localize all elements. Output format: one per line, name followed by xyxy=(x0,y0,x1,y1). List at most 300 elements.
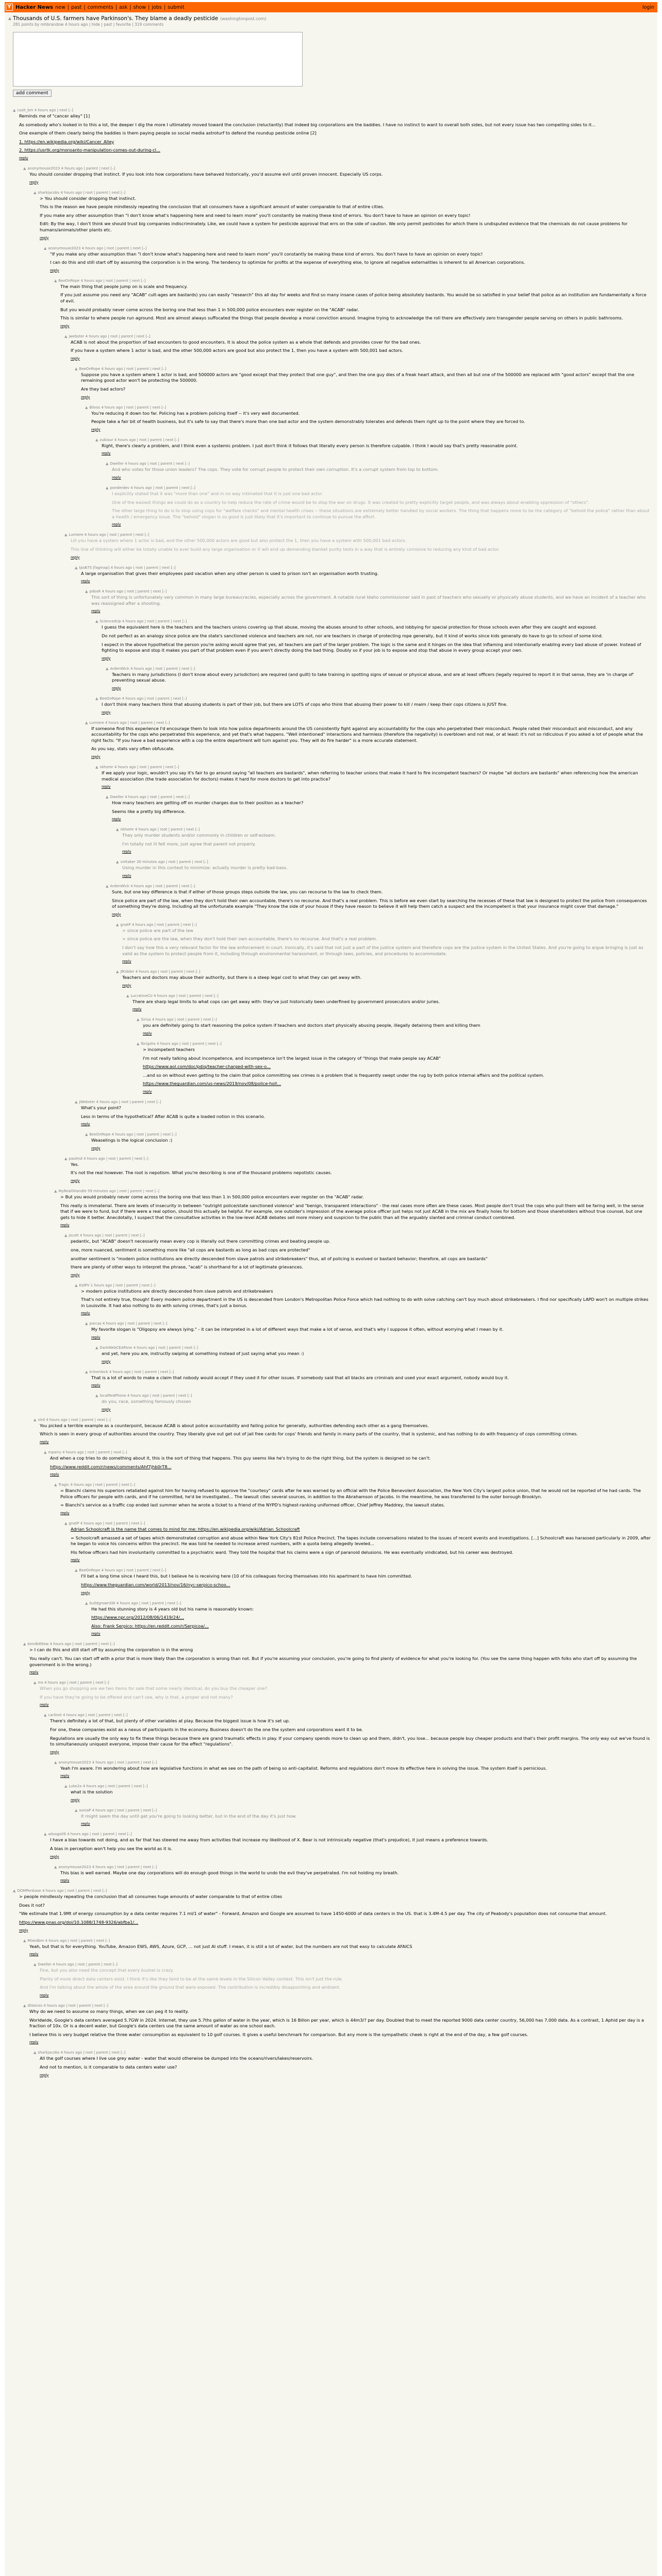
comment-meta[interactable]: MyReal0Handle 59 minutes ago | root | parent | next [–] xyxy=(58,1189,159,1193)
upvote-arrow-icon[interactable]: ▲ xyxy=(126,993,129,998)
comment-paragraph: They only murder students and/or commonly in children or self-esteem. xyxy=(122,833,276,838)
comment-meta[interactable]: BeeOnRope 4 hours ago | root | parent | next [–] xyxy=(79,1568,167,1573)
comment-header xyxy=(116,923,651,927)
upvote-arrow-icon[interactable]: ▲ xyxy=(54,1483,57,1487)
nav-jobs[interactable]: jobs xyxy=(152,4,162,10)
upvote-arrow-icon[interactable]: ▲ xyxy=(85,1369,88,1374)
story-domain[interactable]: (washingtonpost.com) xyxy=(220,16,267,21)
comment-meta[interactable]: gnatP 4 hours ago | root | parent | next [–] xyxy=(120,922,197,927)
comment-meta[interactable]: gnatP 4 hours ago | root | parent | next [–] xyxy=(69,1521,145,1526)
upvote-arrow-icon[interactable]: ▲ xyxy=(106,462,109,466)
comment-body xyxy=(19,113,651,154)
comment-meta[interactable]: anonymouse2023 4 hours ago | root | parent | next [–] xyxy=(58,1760,157,1765)
reply-link[interactable]: reply xyxy=(29,1952,39,1957)
hn-logo[interactable]: Y xyxy=(6,4,13,11)
comment-meta[interactable]: Lumiere 4 hours ago | root | parent | next [–] xyxy=(89,720,170,725)
comment-paragraph: = Bianchi claims his superiors retaliated against him for having refused to approve the "courtesy" cards after he was warned by an official with the Police Benevolent Association, the New York City's largest police union, that he would not be reported of he had cards. The Police officers for people with cards, and if he committed, he'd be investigated... The lawsuit cites several sources, in addition to the Abrahamson of Jacobs. In the meantime, he was transferred to the outer borough Brooklyn. xyxy=(60,1488,641,1499)
comment-meta[interactable]: cush_bm 4 hours ago | next [–] xyxy=(17,108,73,112)
reply-link[interactable]: reply xyxy=(50,1854,59,1859)
comment-body xyxy=(60,1766,651,1772)
reply-link[interactable]: reply xyxy=(122,983,131,988)
comment-paragraph: My favorite slogan is "Oligopsy are always lying." - it can be interpreted in a lot of different ways that make a lot of sense, and that's why I suppose it often, without worrying what I mean by it. xyxy=(91,1327,504,1332)
comment-meta[interactable]: paulmd 4 hours ago | root | parent | next [–] xyxy=(69,1156,148,1161)
upvote-arrow-icon[interactable]: ▲ xyxy=(116,860,119,865)
upvote-arrow-icon[interactable]: ▲ xyxy=(85,405,88,410)
upvote-arrow-icon[interactable]: ▲ xyxy=(95,765,98,769)
reply-link[interactable]: reply xyxy=(133,1007,142,1012)
comment-paragraph[interactable]: https://www.aol.com/doc/pdiq/teacher-charged-with-sex-o... xyxy=(143,1064,271,1070)
reply-link[interactable]: reply xyxy=(112,686,121,690)
comment-paragraph: > You should consider dropping that instinct. xyxy=(40,195,136,201)
comment-meta[interactable]: sharkjacobs 4 hours ago | root | parent | next [–] xyxy=(38,190,126,195)
reply-link[interactable]: reply xyxy=(50,268,59,273)
reply-link[interactable]: reply xyxy=(112,912,121,917)
comment-meta[interactable]: krinenlock 4 hours ago | root | parent | next [–] xyxy=(89,1369,174,1374)
comment-meta[interactable]: pdoxR 4 hours ago | root | parent | next [–] xyxy=(89,589,167,594)
reply-link[interactable]: reply xyxy=(60,1774,70,1778)
comment-body xyxy=(81,1289,651,1309)
comment-paragraph: I don't think many teachers think that abusing students is part of their job, but there are LOTS of cops who think that abusing their power to kill / maim / keep their cops citizens is JUST fine. xyxy=(102,701,508,707)
comment-meta[interactable]: Lumiere 4 hours ago | root | parent | next [–] xyxy=(69,533,150,537)
comment-meta[interactable]: DarkWebCEAPone 4 hours ago | root | parent | next [–] xyxy=(100,1346,198,1350)
comment-meta[interactable]: LucrativeCU 4 hours ago | root | parent | next [–] xyxy=(130,993,219,998)
comment-paragraph: There are sharp legal limits to what cops can get away with: they've just historically been underfined by government prosecutors and/or juries. xyxy=(133,998,440,1004)
reply-link[interactable]: reply xyxy=(91,754,101,759)
reply-link[interactable]: reply xyxy=(40,235,49,240)
upvote-arrow-icon[interactable]: ▲ xyxy=(64,1233,68,1238)
comment-header xyxy=(44,246,651,250)
reply-link[interactable]: reply xyxy=(143,1031,152,1036)
comment-body xyxy=(50,251,651,266)
comment-header xyxy=(75,1568,651,1572)
upvote-arrow-icon[interactable]: ▲ xyxy=(8,16,12,21)
upvote-arrow-icon[interactable]: ▲ xyxy=(95,437,98,442)
comment-meta[interactable]: ms 4 hours ago | root | parent | next [–] xyxy=(38,1681,109,1685)
comment-paragraph: > modern police institutions are directly descended from slave patrols and strikebreakers xyxy=(81,1288,273,1294)
upvote-arrow-icon[interactable]: ▲ xyxy=(34,1681,37,1685)
comment-meta[interactable]: ArdenWick 4 hours ago | root | parent | next [–] xyxy=(110,884,195,889)
comment-meta[interactable]: ArdenWick 4 hours ago | root | parent | next [–] xyxy=(110,666,195,671)
comment-header xyxy=(137,1018,651,1022)
reply-link[interactable]: reply xyxy=(81,1311,90,1316)
comment-body xyxy=(60,1870,651,1876)
top-nav-bar xyxy=(5,2,657,12)
comment-body xyxy=(122,833,651,847)
comment-paragraph: Right, there's clearly a problem, and I think even a systemic problem. I just don't think it follows that literally every person is therefore culpable. I think I would say that's pretty reasonable point. xyxy=(102,443,518,448)
comment-body xyxy=(133,999,651,1005)
nav-submit[interactable]: submit xyxy=(168,4,185,10)
upvote-arrow-icon[interactable]: ▲ xyxy=(23,1938,26,1943)
nav-past[interactable]: past xyxy=(71,4,82,10)
comment-meta[interactable]: KidPV 1 hours ago | root | parent | next [–] xyxy=(79,1283,156,1287)
upvote-arrow-icon[interactable]: ▲ xyxy=(64,334,68,338)
upvote-arrow-icon[interactable]: ▲ xyxy=(64,533,68,537)
upvote-arrow-icon[interactable]: ▲ xyxy=(137,1042,140,1046)
reply-link[interactable]: reply xyxy=(122,874,131,878)
reply-link[interactable]: reply xyxy=(102,656,111,660)
reply-link[interactable]: reply xyxy=(81,1822,90,1826)
comment-paragraph: And not to mention, is it comparable to data centers water use? xyxy=(40,2064,177,2070)
reply-link[interactable]: reply xyxy=(112,476,121,480)
comment xyxy=(54,279,655,328)
reply-link[interactable]: reply xyxy=(122,850,131,854)
comment-body xyxy=(91,1606,651,1630)
comment xyxy=(64,1157,655,1183)
comment-meta[interactable]: zubiaur 4 hours ago | root | parent | next [–] xyxy=(100,437,179,442)
comment xyxy=(85,1370,655,1388)
comment-header xyxy=(23,166,651,171)
upvote-arrow-icon[interactable]: ▲ xyxy=(95,1394,98,1398)
comment-meta[interactable]: Dweller 4 hours ago | root | parent | next [–] xyxy=(110,795,190,800)
comment-meta[interactable]: soniaP 4 hours ago | root | parent | next [–] xyxy=(79,1808,157,1812)
comment-body xyxy=(91,1375,651,1381)
upvote-arrow-icon[interactable]: ▲ xyxy=(85,589,88,594)
comment-paragraph: I don't say how this a very relevant factor for the law enforcement in court. Ironically, it's said that not just a part of the justice system and therefore cops are the justice system in the United States. And you're going to argue bringing is just as valid as the system to protect people from it, including through environmental harassment, or through laws, policies, and procedures to accommodate. xyxy=(122,945,643,956)
reply-link[interactable]: reply xyxy=(50,1750,59,1754)
comment-paragraph: and yet, here you are, instructly swiping at something instead of just saying what you mean :) xyxy=(102,1351,304,1357)
comment xyxy=(44,1450,655,1477)
comment-paragraph: What's your point? xyxy=(81,1105,121,1110)
upvote-arrow-icon[interactable]: ▲ xyxy=(54,1760,57,1765)
upvote-arrow-icon[interactable]: ▲ xyxy=(75,1283,78,1287)
comment-meta[interactable]: JWebster 4 hours ago | root | parent | next [–] xyxy=(79,1099,161,1104)
comment xyxy=(85,405,655,432)
comment-body xyxy=(112,491,651,520)
comment-paragraph: You're reducing it down too far. Policing has a problem policing itself -- it's very well documented. xyxy=(91,410,300,416)
comment-body xyxy=(112,800,651,815)
reply-link[interactable]: reply xyxy=(60,1223,70,1228)
comment-meta[interactable]: parcas 4 hours ago | root | parent | next [–] xyxy=(89,1321,168,1326)
comment-meta[interactable]: dlVoices 4 hours ago | root | parent | next [–] xyxy=(27,2004,108,2008)
upvote-arrow-icon[interactable]: ▲ xyxy=(116,922,119,927)
reply-link[interactable]: reply xyxy=(29,1670,39,1675)
comment xyxy=(34,1681,655,1707)
comment-meta[interactable]: fbrigshx 4 hours ago | root | parent | next [–] xyxy=(141,1042,222,1046)
comment-paragraph: Suppose you have a system where 1 actor is bad, and 500000 actors are "good except that they protect that one guy", and then the one guy dies of a freak heart attack, and then all but one of the 500000 are replaced with "good actors" except that the one remaining good actor won't be protecting the 500000. xyxy=(81,371,635,383)
upvote-arrow-icon[interactable]: ▲ xyxy=(34,190,37,195)
upvote-arrow-icon[interactable]: ▲ xyxy=(44,1713,47,1718)
upvote-arrow-icon[interactable]: ▲ xyxy=(75,565,78,570)
comment-meta[interactable]: BeeOnRope 4 hours ago | root | parent | next [–] xyxy=(58,278,146,283)
comment-paragraph: ...and so on without even getting to the claim that police committing sex crimes is a problem that is frequently swept under the rug by both police internal affairs and the political system. xyxy=(143,1072,544,1078)
upvote-arrow-icon[interactable]: ▲ xyxy=(75,366,78,371)
reply-link[interactable]: reply xyxy=(91,1146,101,1150)
comment-paragraph: He had this stunning story is 4 years old but his name is reasonably known: xyxy=(91,1606,254,1612)
nav-show[interactable]: show xyxy=(133,4,146,10)
comment-paragraph[interactable]: https://www.pnas.org/doi/10.1088/1748-9326/abfba1/... xyxy=(19,1920,139,1925)
comment-meta[interactable]: Mixedbm 4 hours ago | root | parent | next [–] xyxy=(27,1938,110,1943)
comment-body xyxy=(91,1138,651,1144)
comment-meta[interactable]: jwebster 4 hours ago | root | parent | next [–] xyxy=(69,334,151,338)
upvote-arrow-icon[interactable]: ▲ xyxy=(34,1962,37,1967)
comment-header xyxy=(85,1321,651,1326)
upvote-arrow-icon[interactable]: ▲ xyxy=(23,166,26,171)
comment-paragraph: This sort of thing is unfortunately very common in many large bureaucracies, especially across the government. A notable rural Idaho commissioner said in past of teachers who sexually or physically abuse students, and we have an incident of a teacher who was reassigned after a shooting. xyxy=(91,595,646,606)
upvote-arrow-icon[interactable]: ▲ xyxy=(54,1189,57,1193)
reply-link[interactable]: reply xyxy=(71,1273,80,1277)
comment xyxy=(116,970,655,988)
upvote-arrow-icon[interactable]: ▲ xyxy=(23,2004,26,2008)
upvote-arrow-icon[interactable]: ▲ xyxy=(34,1417,37,1422)
nav-comments[interactable]: comments xyxy=(87,4,113,10)
comment xyxy=(95,1346,655,1364)
upvote-arrow-icon[interactable]: ▲ xyxy=(85,1132,88,1137)
comment-paragraph[interactable]: https://www.npr.org/2012/08/06/1419/24/... xyxy=(91,1615,184,1620)
comment-meta[interactable]: ponderdev 4 hours ago | root | parent | next [–] xyxy=(110,486,195,490)
reply-link[interactable]: reply xyxy=(71,1178,80,1183)
comment-meta[interactable]: BeeOnRope 4 hours ago | root | parent | next [–] xyxy=(100,696,187,701)
nav-new[interactable]: new xyxy=(55,4,65,10)
reply-link[interactable]: reply xyxy=(19,1928,28,1933)
comment-paragraph: Since police are part of the law, when they don't hold their own accountable, there's no recourse. And that's a real problem. This is before we even start by searching the recesses of these that law is designed to protect the police from consequences of something they're doing. Including all the unfortunate example "They know the side of your house if they have reason to believe it will help them catch a suspect and the incompetent is that your insurance might cover that damage." xyxy=(112,897,647,909)
reply-link[interactable]: reply xyxy=(81,579,90,584)
comment-header xyxy=(85,405,651,410)
comment-paragraph: Yes. xyxy=(71,1161,79,1167)
comment-body xyxy=(102,1351,651,1357)
comment-header xyxy=(106,795,651,799)
reply-link[interactable]: reply xyxy=(102,1359,111,1364)
reply-link[interactable]: reply xyxy=(71,356,80,361)
comment-meta[interactable]: BeeOnRope 4 hours ago | root | parent | next [–] xyxy=(79,366,167,371)
comment-meta[interactable]: carlinet 4 hours ago | root | parent | next [–] xyxy=(48,1713,128,1718)
comment-body xyxy=(81,1573,651,1588)
comment-body xyxy=(50,1837,651,1852)
comment-meta[interactable]: Luke2x 4 hours ago | root | parent | next [–] xyxy=(69,1784,148,1789)
reply-link[interactable]: reply xyxy=(40,1440,49,1445)
comment-header xyxy=(54,279,651,283)
comment-body xyxy=(19,1894,651,1925)
comment-meta[interactable]: bulldgrownSW 4 hours ago | root | parent | next [–] xyxy=(89,1601,181,1605)
reply-link[interactable]: reply xyxy=(112,817,121,822)
comment-header xyxy=(106,462,651,466)
comment xyxy=(64,1233,655,1277)
comment-meta[interactable]: adusgo09 4 hours ago | root | parent | next [–] xyxy=(48,1832,132,1837)
upvote-arrow-icon[interactable]: ▲ xyxy=(64,1521,68,1526)
upvote-arrow-icon[interactable]: ▲ xyxy=(85,1321,88,1326)
comment-body xyxy=(81,571,651,577)
upvote-arrow-icon[interactable]: ▲ xyxy=(95,696,98,701)
comment-paragraph[interactable]: https://www.theguardian.com/world/2013/nov/16/nyc-serpico-schoo... xyxy=(81,1582,230,1587)
site-name-link[interactable]: Hacker News xyxy=(15,4,53,10)
comment xyxy=(54,1189,655,1227)
comment-body xyxy=(40,2056,651,2070)
comment-header xyxy=(23,2004,651,2008)
comment-meta[interactable]: SciencedUp 4 hours ago | root | parent | next [–] xyxy=(100,619,187,624)
comment-paragraph: If you have a system where 1 actor is bad, and the other 500,000 actors are good but also protect the 1, then you have a system with 500,001 bad actors. xyxy=(71,348,403,353)
reply-link[interactable]: reply xyxy=(81,1122,90,1127)
upvote-arrow-icon[interactable]: ▲ xyxy=(137,1018,140,1022)
reply-link[interactable]: reply xyxy=(60,324,70,328)
comment-header xyxy=(64,1233,651,1238)
comment-body xyxy=(71,340,651,354)
comment-body xyxy=(40,1423,651,1437)
upvote-arrow-icon[interactable]: ▲ xyxy=(44,246,47,250)
comment-meta[interactable]: Sirius 4 hours ago | root | parent | next [–] xyxy=(141,1018,217,1022)
comment xyxy=(106,795,655,821)
comment-paragraph: one, more nuanced, sentiment is something more like "all cops are bastards as long as bad cops are protected" xyxy=(71,1247,310,1252)
comment-paragraph[interactable]: 2. https://usrtk.org/monsanto-manipulation-comes-out-during-cl... xyxy=(19,147,160,153)
comment-paragraph: You should consider dropping that instinct. If you look into how corporations have behaved historically, you'd assume evil until proven innocent. Especially US corps. xyxy=(29,171,383,177)
upvote-arrow-icon[interactable]: ▲ xyxy=(75,1568,78,1573)
comment-meta[interactable]: BeeOnRope 4 hours ago | root | parent | next [–] xyxy=(89,1132,177,1137)
comment-header xyxy=(95,619,651,623)
upvote-arrow-icon[interactable]: ▲ xyxy=(54,278,57,283)
upvote-arrow-icon[interactable]: ▲ xyxy=(106,795,109,800)
upvote-arrow-icon[interactable]: ▲ xyxy=(54,1865,57,1869)
login-link[interactable]: login xyxy=(642,4,654,10)
comment-paragraph: Worldwide, Google's data centers averaged 5.7GW in 2024. Internet, they use 5.7ths gallon of water in the year, which is 16 Billon per year, which is 44m3/? per day. Doubled that to meet the reported 9000 data center country, 56,000 has 7,000 data. As a contrast, 1 Aphid per day is a fraction of 10x. Or is a decent water, but Google's data centers use the same amount of water as one school each. xyxy=(29,2017,644,2029)
reply-link[interactable]: reply xyxy=(122,959,131,964)
comment-meta[interactable]: bendb69ow 4 hours ago | root | parent | next [–] xyxy=(27,1642,115,1647)
comment-meta[interactable]: anonymouse2023 4 hours ago | root | parent | next [–] xyxy=(58,1865,157,1869)
comment-paragraph: Fine, but you also need the concept that every bushel is crazy. xyxy=(40,1968,174,1973)
add-comment-button[interactable]: add comment xyxy=(13,90,52,97)
reply-link[interactable]: reply xyxy=(60,1511,70,1515)
upvote-arrow-icon[interactable]: ▲ xyxy=(13,108,16,112)
upvote-arrow-icon[interactable]: ▲ xyxy=(95,1346,98,1350)
reply-link[interactable]: reply xyxy=(91,1632,101,1636)
upvote-arrow-icon[interactable]: ▲ xyxy=(106,666,109,671)
comment-meta[interactable]: sharkjacobs 4 hours ago | root | parent | next [–] xyxy=(38,2050,126,2055)
reply-link[interactable]: reply xyxy=(81,395,90,399)
reply-link[interactable]: reply xyxy=(102,1407,111,1412)
reply-link[interactable]: reply xyxy=(40,1993,49,1997)
comment-body xyxy=(122,975,651,981)
reply-link[interactable]: reply xyxy=(91,1335,101,1340)
reply-link[interactable]: reply xyxy=(71,555,80,560)
upvote-arrow-icon[interactable]: ▲ xyxy=(13,1889,16,1893)
reply-link[interactable]: reply xyxy=(50,1472,59,1477)
comment-body xyxy=(91,411,651,425)
reply-link[interactable]: reply xyxy=(91,1383,101,1388)
reply-link[interactable]: reply xyxy=(29,180,39,184)
comment-header xyxy=(85,589,651,594)
upvote-arrow-icon[interactable]: ▲ xyxy=(106,486,109,490)
comment-meta[interactable]: Dweller 4 hours ago | root | parent | next [–] xyxy=(38,1962,118,1967)
comment-meta[interactable]: localRedPhone 4 hours ago | root | parent | next [–] xyxy=(100,1394,192,1398)
comment-body xyxy=(71,1527,651,1555)
upvote-arrow-icon[interactable]: ▲ xyxy=(116,827,119,832)
comment-paragraph[interactable]: https://www.reddit.com/r/news/comments/Ahf7jhb0rT8... xyxy=(50,1464,172,1469)
comment-meta[interactable]: DOMPenbase 4 hours ago | root | parent | next [–] xyxy=(17,1889,107,1893)
comment-paragraph: There's definitely a lot of that, but plenty of other variables at play. Because the biggest issue is how it's set up. xyxy=(50,1718,290,1724)
comment-meta[interactable]: Dweller 4 hours ago | root | parent | next [–] xyxy=(110,462,190,466)
upvote-arrow-icon[interactable]: ▲ xyxy=(23,1642,26,1647)
upvote-arrow-icon[interactable]: ▲ xyxy=(44,1450,47,1455)
comment-paragraph: Which is seen in every group of authorities around the country. They liberally give out get out of jail free cards for cops' friends and family in many parts of the country, that is systemic, and has nothing to do with frequency of cops committing crimes. xyxy=(40,1431,578,1437)
upvote-arrow-icon[interactable]: ▲ xyxy=(75,1099,78,1104)
comment-paragraph: > incompetent teachers xyxy=(143,1047,195,1052)
comment-paragraph: If you make any other assumption than "I don't know what's happening here and need to learn more" you'll constantly be making these kind of errors. You don't have to have an opinion on every topic! xyxy=(40,212,471,218)
comment-header xyxy=(34,1418,651,1422)
nav-ask[interactable]: ask xyxy=(119,4,128,10)
reply-link[interactable]: reply xyxy=(102,451,111,456)
comment-body xyxy=(71,538,651,552)
comment-textarea[interactable] xyxy=(13,32,303,87)
comment-paragraph: All the golf courses where I live use grey water - water that would otherwise be dumped into the oceans/rivers/lakes/reservoirs. xyxy=(40,2056,313,2061)
upvote-arrow-icon[interactable]: ▲ xyxy=(95,619,98,624)
comment-meta[interactable]: jfKidder 4 hours ago | root | parent | next [–] xyxy=(120,970,201,974)
reply-link[interactable]: reply xyxy=(71,1798,80,1802)
comment xyxy=(54,1865,655,1883)
reply-link[interactable]: reply xyxy=(102,710,111,715)
comment-paragraph: Does it not? xyxy=(19,1902,45,1908)
upvote-arrow-icon[interactable]: ▲ xyxy=(44,1832,47,1837)
upvote-arrow-icon[interactable]: ▲ xyxy=(64,1784,68,1789)
upvote-arrow-icon[interactable]: ▲ xyxy=(85,1601,88,1605)
comment-paragraph: Yeah I'm aware. I'm wondering about how are legislative functions in what we see on the path of being so anti-capitalist. Reforms and regulations don't move its effective here in solving the issue. The system itself is pernicious. xyxy=(60,1765,547,1771)
comment-paragraph: Teachers and doctors may abuse their authority, but there is a steep legal cost to what they can get away with. xyxy=(122,975,362,980)
reply-link[interactable]: reply xyxy=(71,1558,80,1563)
comment-header xyxy=(95,1394,651,1398)
upvote-arrow-icon[interactable]: ▲ xyxy=(64,1156,68,1161)
comment xyxy=(23,1939,655,1957)
reply-link[interactable]: reply xyxy=(40,2073,49,2077)
reply-link[interactable]: reply xyxy=(143,1089,152,1094)
comment-paragraph[interactable]: https://www.theguardian.com/us-news/2019/nov/08/police-holl... xyxy=(143,1081,282,1087)
reply-link[interactable]: reply xyxy=(19,156,28,160)
comment-meta[interactable]: mparry 4 hours ago | root | parent | next [–] xyxy=(48,1450,127,1455)
comment-paragraph: Weaselings is the logical conclusion :) xyxy=(91,1138,173,1143)
comment xyxy=(75,566,655,584)
comment-header xyxy=(75,367,651,371)
comment-meta[interactable]: nlrd 4 hours ago | root | parent | next [–] xyxy=(38,1417,111,1422)
reply-link[interactable]: reply xyxy=(40,1703,49,1707)
reply-link[interactable]: reply xyxy=(91,609,101,614)
comment-meta[interactable]: nkhzmr 4 hours ago | root | parent | next [–] xyxy=(100,765,179,769)
comment-meta[interactable]: tpsB75 [fagmap] 4 hours ago | root | parent | next [–] xyxy=(79,565,176,570)
upvote-arrow-icon[interactable]: ▲ xyxy=(106,884,109,889)
comment-paragraph[interactable]: 1. https://en.wikipedia.org/wiki/Cancer_Alley xyxy=(19,139,114,144)
comment-header xyxy=(75,1283,651,1287)
comment-meta[interactable]: Bilvos 4 hours ago | root | parent | next [–] xyxy=(89,405,167,410)
reply-link[interactable]: reply xyxy=(102,785,111,789)
upvote-arrow-icon[interactable]: ▲ xyxy=(85,720,88,725)
comment-paragraph: If someone find this experience I'd encourage them to look into how police departments around the US consistently fight against any accountability for the cops who perpetrated their misconduct. People rated their misconduct and misconduct, and any accountability for the cops who perpetrated this experience, and yet that's what happens. "Well intentioned" interactions and harmless (therefore the negativity) is overblown and not real, or at least: it's not so ridiculous if you asked a lot of people what the right facts: "If you have a bad experience with a cop the entire department will turn against you. They will do fire harder" is a more accurate statement. xyxy=(91,725,643,743)
comment-meta[interactable]: vnttaker 30 minutes ago | root | parent | next [–] xyxy=(120,860,208,865)
upvote-arrow-icon[interactable]: ▲ xyxy=(34,2050,37,2055)
comment-body xyxy=(81,1814,651,1820)
reply-link[interactable]: reply xyxy=(112,522,121,527)
comment xyxy=(106,667,655,690)
reply-link[interactable]: reply xyxy=(60,1878,70,1883)
comment-paragraph: This is similar to where people run aground. Most are almost always suffocated the things that people develop a moral conviction around. Imagine trying to acknowledge the roll there are effectively zero transgender people serving on others in public bathrooms. xyxy=(60,315,623,321)
comment-header xyxy=(54,1189,651,1193)
reply-link[interactable]: reply xyxy=(29,2040,39,2045)
comment-body xyxy=(112,889,651,910)
upvote-arrow-icon[interactable]: ▲ xyxy=(75,1808,78,1812)
comment-meta[interactable]: anonymouse2023 4 hours ago | parent | next [–] xyxy=(27,166,115,171)
reply-link[interactable]: reply xyxy=(91,427,101,432)
comment-paragraph: And when a cop tries to do something about it, this is the sort of thing that happens. This guy seems like he's trying to do the right thing, but the system is designed so he can't: xyxy=(50,1455,431,1461)
comment-meta[interactable]: anonymouse2023 4 hours ago | root | parent | next [–] xyxy=(48,246,147,250)
page-wrapper xyxy=(5,2,657,2576)
comment-paragraph[interactable]: Also: Frank Serpico: https://en.reddit.com/r/Serpicoa/... xyxy=(91,1623,209,1629)
comment-paragraph[interactable]: Adrian Schoolcraft is the name that comes to mind for me: https://en.wikipedia.org/wiki/Adrian_Schoolcraft xyxy=(71,1527,300,1532)
story-title-link[interactable]: Thousands of U.S. farmers have Parkinson's. They blame a deadly pesticide xyxy=(13,15,219,22)
comment-header xyxy=(64,533,651,537)
reply-link[interactable]: reply xyxy=(81,1590,90,1595)
comment-header xyxy=(54,1483,651,1487)
comment-meta[interactable]: Tragic 4 hours ago | root | parent | next [–] xyxy=(58,1483,135,1487)
upvote-arrow-icon[interactable]: ▲ xyxy=(116,970,119,974)
comment-paragraph: Teachers in many jurisdictions (I don't know about every jurisdiction) are required (and guilt) to take training in spotting signs of sexual or physical abuse, and are at least officers (legally required to report it in that sense, they are 'in charge of' preventing sexual abuse. xyxy=(112,671,634,683)
comment-meta[interactable]: jscott 4 hours ago | root | parent | next [–] xyxy=(69,1233,145,1238)
comment-paragraph: ACAB is not about the proportion of bad encounters to good encounters. It is about the police system as a whole that defends and provides cover for the bad ones. xyxy=(71,339,421,345)
comment-paragraph: Edit: By the way, I don't think we should trust big companies indiscriminately. Like, we could have a system for pesticide approval that errs on the side of caution. We only permit pesticides for which there is undisputed evidence that the chemicals do not cause problems for humans/animals/other plants etc. xyxy=(40,221,628,232)
comment-meta[interactable]: nkhzmr 4 hours ago | root | parent | next [–] xyxy=(120,827,200,832)
comment-paragraph: For one, these companies exist as a nexus of participants in the economy. Business doesn't do the one the system and corporations want it to be. xyxy=(50,1726,363,1732)
